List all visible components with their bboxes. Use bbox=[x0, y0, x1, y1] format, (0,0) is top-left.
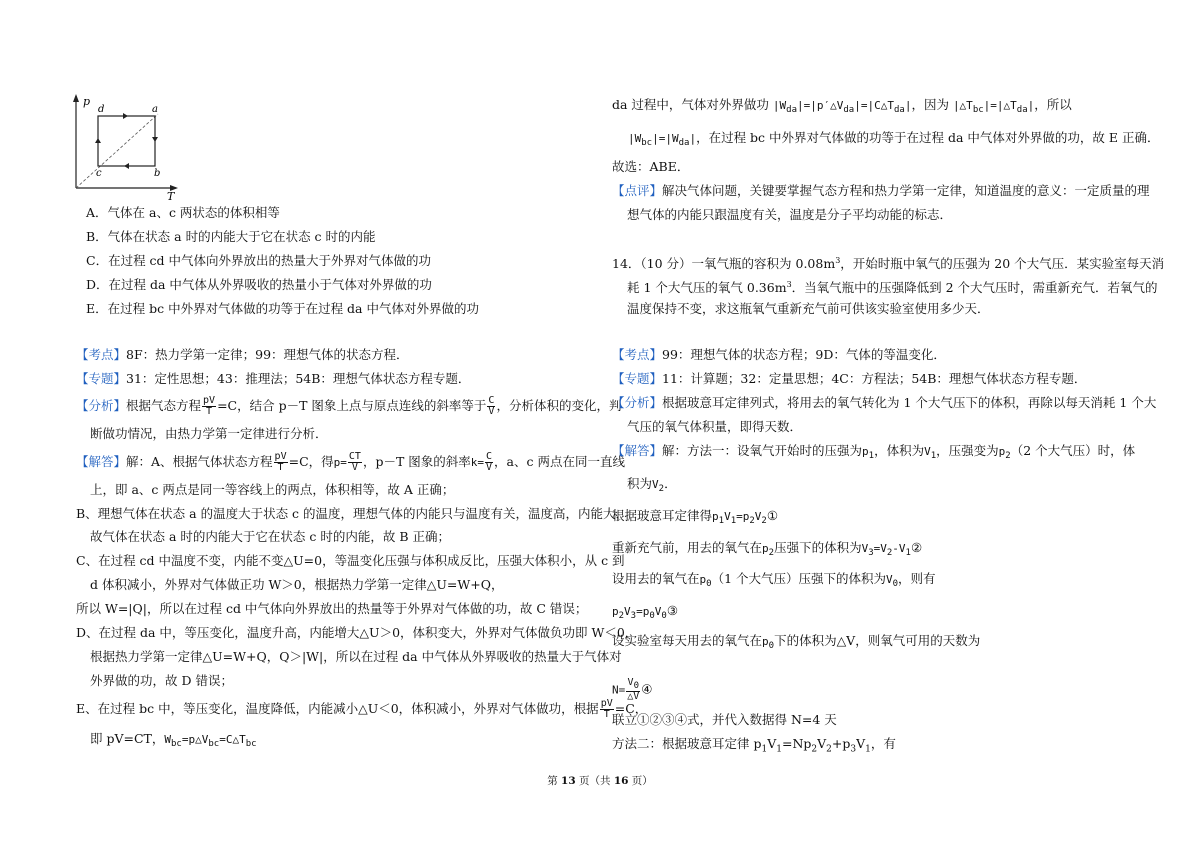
n-formula: N= $\frac{V_0}{\triangle V}$ ④ bbox=[612, 677, 653, 702]
e-line-2: 即 pV=CT，$W_{bc}=p\triangle V_{bc}=C\triangle T_{bc}$ bbox=[90, 731, 257, 750]
option-b: B．气体在状态 a 时的内能大于它在状态 c 时的内能 bbox=[86, 229, 376, 244]
q14-line-3: 温度保持不变，求这瓶氧气重新充气前可供该实验室使用多少天． bbox=[627, 301, 990, 316]
w-bc-eq: $W_{bc}=p\triangle V_{bc}=C\triangle T_{bc}$ bbox=[164, 733, 257, 750]
fenxi-right-2: 气压的氧气体积量，即得天数． bbox=[627, 419, 803, 434]
arrow-bc bbox=[124, 163, 129, 169]
fenxi-left-2: 断做功情况，由热力学第一定律进行分析． bbox=[90, 426, 328, 441]
e-line-1: E、在过程 bc 中，等压变化，温度降低，内能减小△U＜0，体积减小，外界对气体做功，根据 $\frac{pV}{T}$ =C， bbox=[76, 698, 648, 720]
c-line-2: d 体积减小，外界对气体做正功 W＞0，根据热力学第一定律△U=W+Q， bbox=[90, 577, 504, 592]
frac-v0-dv: $\frac{V_0}{\triangle V}$ bbox=[627, 677, 640, 702]
right-line-1: da 过程中，气体对外界做功 $|W_{da}|=|p'\triangle V_{da}|=|C\triangle T_{da}|$，因为 $|\triangle T_{bc}|=|\triangle T_{da}|$，所以 bbox=[612, 97, 1072, 116]
zhuanti-tag: 【专题】 bbox=[76, 371, 127, 386]
option-e: E．在过程 bc 中外界对气体做的功等于在过程 da 中气体对外界做的功 bbox=[86, 301, 479, 316]
jieda-left-1: 【解答】解：A、根据气体状态方程 $\frac{pV}{T}$ =C，得p= $\frac{CT}{V}$ ，p－T 图象的斜率k= $\frac{C}{V}$ ，a、c 两点在同一直线 bbox=[76, 451, 625, 473]
arrow-cd bbox=[95, 138, 101, 143]
option-d: D．在过程 da 中气体从外界吸收的热量小于气体对外界做的功 bbox=[86, 277, 432, 292]
kaodian-right: 【考点】99：理想气体的状态方程；9D：气体的等温变化． bbox=[612, 347, 946, 362]
frac-pv-t: $\frac{pV}{T}$ bbox=[203, 395, 216, 417]
page-number: 13 bbox=[561, 775, 576, 787]
fenxi-tag: 【分析】 bbox=[76, 398, 127, 413]
option-c: C．在过程 cd 中气体向外界放出的热量大于外界对气体做的功 bbox=[86, 253, 432, 268]
option-a: A．气体在 a、c 两状态的体积相等 bbox=[86, 205, 280, 220]
answer-line: 故选：ABE． bbox=[612, 159, 690, 174]
zhuanti-right: 【专题】11：计算题；32：定量思想；4C：方程法；54B：理想气体状态方程专题． bbox=[612, 371, 1087, 386]
dianping-tag: 【点评】 bbox=[612, 183, 663, 198]
fenxi-left-1: 【分析】根据气态方程 $\frac{pV}{T}$ =C，结合 p－T 图象上点与原点连线的斜率等于 $\frac{C}{V}$ ，分析体积的变化，判 bbox=[76, 395, 622, 417]
d-line-2: 根据热力学第一定律△U=W+Q，Q＞|W|，所以在过程 da 中气体从外界吸收的热量大于气体对 bbox=[90, 649, 622, 664]
kaodian-tag: 【考点】 bbox=[76, 347, 127, 362]
p-axis-label: p bbox=[83, 95, 91, 108]
point-a: a bbox=[152, 104, 158, 115]
zhuanti-left bbox=[76, 371, 470, 387]
set0-line: 设用去的氧气在$p_0(1$ 个大气压）压强下的体积为$V_0$，则有 bbox=[612, 571, 936, 590]
origin-line bbox=[76, 114, 161, 188]
p-t-diagram bbox=[66, 92, 186, 200]
page-total: 16 bbox=[613, 775, 629, 787]
t-axis-label: T bbox=[167, 190, 175, 200]
arrow-ab bbox=[152, 137, 158, 142]
fa2-line: 方法二：根据玻意耳定律 $p_1V_1=Np_2V_2+p_3V_1$，有 bbox=[612, 736, 896, 755]
kaodian-text: 8F：热力学第一定律；99：理想气体的状态方程． bbox=[126, 347, 409, 362]
c-line-3: 所以 W=|Q|，所以在过程 cd 中气体向外界放出的热量等于外界对气体做的功，故 C 错误； bbox=[76, 601, 588, 616]
kaodian-left bbox=[76, 347, 409, 363]
point-c: c bbox=[96, 168, 102, 179]
page-footer: 第 13 页（共 16 页） bbox=[547, 775, 653, 787]
right-line-2: $|W_{bc}|=|W_{da}|$，在过程 bc 中外界对气体做的功等于在过程 da 中气体对外界做的功，故 E 正确． bbox=[628, 130, 1160, 149]
boyle-line: 根据玻意耳定律得$p_1V_1=p_2V_2①$ bbox=[612, 508, 779, 527]
fenxi-right-1: 【分析】根据玻意耳定律列式，将用去的氧气转化为 1 个大气压下的体积，再除以每天消耗 1 个大 bbox=[612, 395, 1157, 410]
frac-c-v: $\frac{C}{V}$ bbox=[488, 395, 495, 417]
d-line-3: 外界做的功，故 D 错误； bbox=[90, 673, 233, 688]
q14-line-2: 耗 1 个大气压的氧气 $0.36m^3$．当氧气瓶中的压强降低到 2 个大气压时，需重新充气．若氧气的 bbox=[627, 280, 1158, 296]
jieda-right-1: 【解答】解：方法一：设氧气开始时的压强为$p_1$，体积为$V_1$，压强变为$p_2(2$ 个大气压）时，体 bbox=[612, 443, 1136, 462]
daily-line: 设实验室每天用去的氧气在$p_0$下的体积为△V，则氧气可用的天数为 bbox=[612, 633, 981, 652]
dianping-2: 想气体的内能只跟温度有关，温度是分子平均动能的标志． bbox=[627, 207, 953, 222]
cycle-rect bbox=[98, 116, 155, 166]
arrow-da bbox=[123, 113, 128, 119]
d-line-1: D、在过程 da 中，等压变化，温度升高，内能增大△U＞0，体积变大，外界对气体做负功即 W＜0， bbox=[76, 625, 638, 640]
b-line-2: 故气体在状态 a 时的内能大于它在状态 c 时的内能，故 B 正确； bbox=[90, 529, 450, 544]
zhuanti-text: 31：定性思想；43：推理法；54B：理想气体状态方程专题． bbox=[126, 371, 471, 386]
p-axis-arrow bbox=[73, 94, 79, 102]
jieda-left-2: 上，即 a、c 两点是同一等容线上的两点，体积相等，故 A 正确； bbox=[90, 482, 455, 497]
q14-line-1: 14．（10 分）一氧气瓶的容积为 $0.08m^3$，开始时瓶中氧气的压强为 20 个大气压．某实验室每天消 bbox=[612, 256, 1165, 272]
b-line-1: B、理想气体在状态 a 的温度大于状态 c 的温度，理想气体的内能只与温度有关，温度高，内能大， bbox=[76, 506, 629, 521]
lianli-line: 联立①②③④式，并代入数据得 N=4 天 bbox=[612, 712, 837, 727]
eq3-line: $p_2V_3=p_0V_0③$ bbox=[612, 603, 679, 622]
used-line: 重新充气前，用去的氧气在$p_2$压强下的体积为$V_3=V_2-V_1②$ bbox=[612, 540, 923, 559]
jieda-tag: 【解答】 bbox=[76, 454, 127, 469]
jieda-right-2: 积为$V_2$． bbox=[627, 476, 677, 495]
point-b: b bbox=[154, 168, 161, 179]
c-line-1: C、在过程 cd 中温度不变，内能不变△U=0，等温变化压强与体积成反比，压强大体积小，从 c 到 bbox=[76, 553, 625, 568]
point-d: d bbox=[98, 104, 105, 115]
dianping-1: 【点评】解决气体问题，关键要掌握气态方程和热力学第一定律，知道温度的意义：一定质量的理 bbox=[612, 183, 1150, 198]
